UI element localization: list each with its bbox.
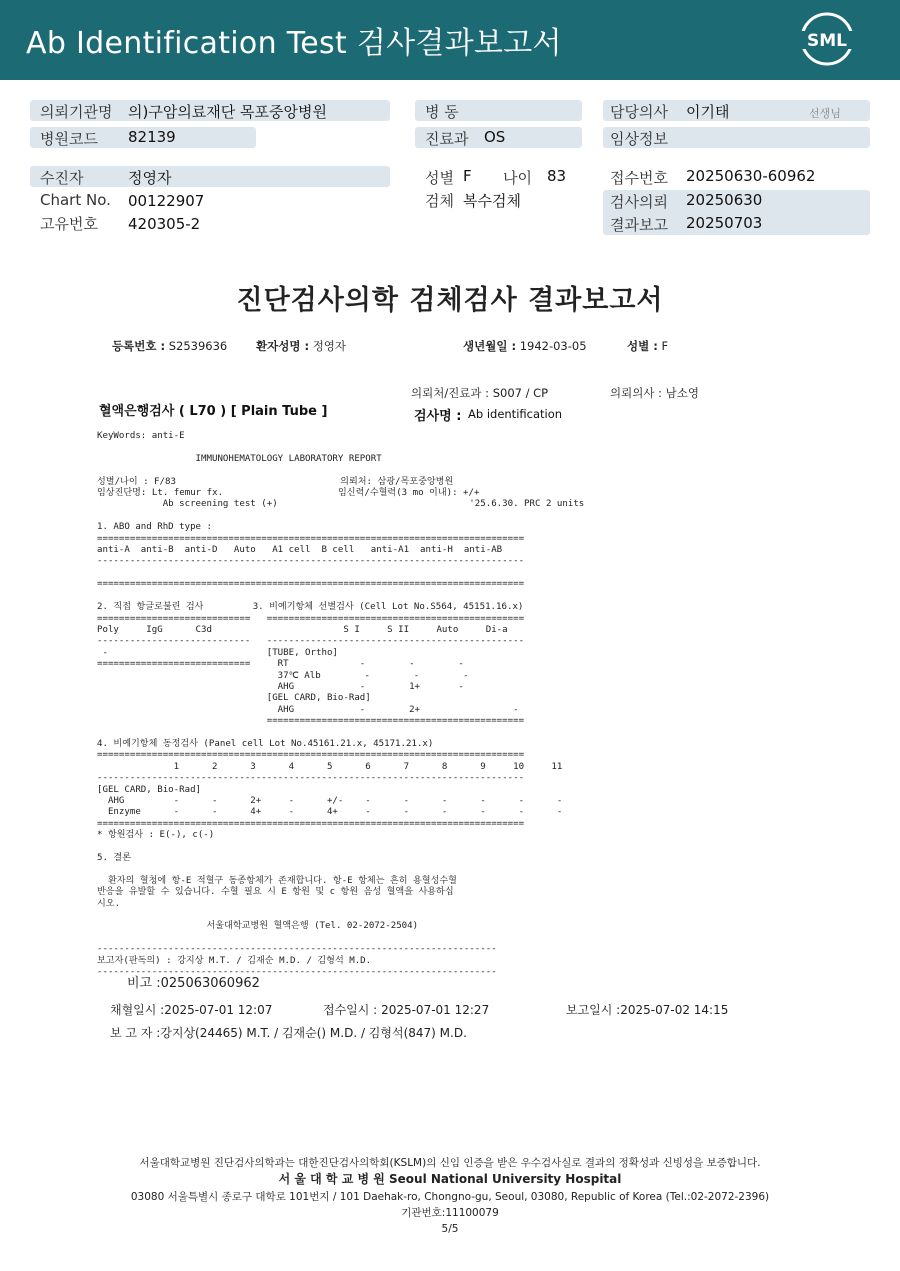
collection-value: 2025-07-01 12:07 xyxy=(164,1003,273,1017)
report-time-label: 보고일시 : xyxy=(566,1003,621,1017)
clinical-label: 임상정보 xyxy=(610,130,668,148)
result-value: 20250703 xyxy=(686,214,763,232)
sex-value: F xyxy=(463,167,472,185)
report-sex-value: F xyxy=(661,339,669,353)
chart-value: 00122907 xyxy=(128,192,205,210)
report-sex xyxy=(627,338,668,354)
report-sex-label: 성별 : xyxy=(627,339,658,353)
collection-time xyxy=(110,1001,272,1018)
institution-value: 의)구암의료재단 목포중앙병원 xyxy=(128,103,327,121)
doctor-suffix: 선생님 xyxy=(809,107,841,120)
ref-doctor xyxy=(610,385,699,401)
reg-no xyxy=(112,338,227,354)
chart-label: Chart No. xyxy=(40,191,111,209)
reception-label: 접수일시 : xyxy=(323,1003,378,1017)
exam-name-value: Ab identification xyxy=(468,407,563,421)
dob-value: 1942-03-05 xyxy=(519,339,587,353)
patient-name-value: 정영자 xyxy=(312,339,347,353)
reg-no-label: 등록번호 : xyxy=(112,339,166,353)
ref-doctor-value: 남소영 xyxy=(665,386,699,400)
hospital-code-label: 병원코드 xyxy=(40,130,98,148)
patient-label: 수진자 xyxy=(40,169,84,187)
request-label: 검사의뢰 xyxy=(610,193,668,211)
footer-address: 03080 서울특별시 종로구 대학로 101번지 / 101 Daehak-ro, Chongno-gu, Seoul, 03080, Republic of Korea (Tel.:02-2072-2396) xyxy=(130,1191,770,1203)
patient-name-label: 환자성명 : xyxy=(256,339,310,353)
footer-institution-no: 기관번호:11100079 xyxy=(401,1207,499,1219)
reporter xyxy=(110,1024,467,1041)
reg-no-value: S2539636 xyxy=(168,339,228,353)
result-label: 결과보고 xyxy=(610,216,668,234)
report-title: 진단검사의학 검체검사 결과보고서 xyxy=(236,285,664,316)
specimen-label: 검체 xyxy=(425,192,454,210)
remarks-value: 025063060962 xyxy=(160,976,260,991)
dept-label: 진료과 xyxy=(425,130,469,148)
patient-row xyxy=(30,166,390,187)
page-title: Ab Identification Test 검사결과보고서 xyxy=(26,26,562,61)
referral-value: S007 / CP xyxy=(492,386,549,400)
patient-value: 정영자 xyxy=(128,169,172,187)
collection-label: 채혈일시 : xyxy=(110,1003,165,1017)
remarks xyxy=(127,972,260,991)
report-time-value: 2025-07-02 14:15 xyxy=(620,1003,729,1017)
reception-no-label: 접수번호 xyxy=(610,169,668,187)
hospital-code-value: 82139 xyxy=(128,128,176,146)
report-time xyxy=(566,1001,728,1018)
referral-label: 의뢰처/진료과 : xyxy=(411,386,490,400)
reception-no-value: 20250630-60962 xyxy=(686,167,816,185)
unique-value: 420305-2 xyxy=(128,215,201,233)
reporter-label: 보 고 자 : xyxy=(110,1026,161,1040)
footer-certification: 서울대학교병원 진단검사의학과는 대한진단검사의학회(KSLM)의 신임 인증을 받은 우수검사실로 결과의 정확성과 신빙성을 보증합니다. xyxy=(139,1157,761,1169)
age-value: 83 xyxy=(547,167,567,185)
reception-value: 2025-07-01 12:27 xyxy=(381,1003,490,1017)
age-label: 나이 xyxy=(503,169,532,187)
unique-label: 고유번호 xyxy=(40,215,98,233)
request-value: 20250630 xyxy=(686,191,763,209)
specimen-value: 복수검체 xyxy=(463,192,521,210)
institution-label: 의뢰기관명 xyxy=(40,103,113,121)
reception-time xyxy=(323,1001,489,1018)
exam-title: 혈액은행검사 ( L70 ) [ Plain Tube ] xyxy=(99,404,328,419)
sex-label: 성별 xyxy=(425,169,454,187)
reporter-value: 강지상(24465) M.T. / 김재순() M.D. / 김형석(847) M.D. xyxy=(160,1026,467,1040)
doctor-value: 이기태 xyxy=(686,103,730,121)
ref-doctor-label: 의뢰의사 : xyxy=(610,386,662,400)
dob xyxy=(463,338,587,354)
remarks-label: 비고 : xyxy=(127,976,161,991)
logo-text: SML xyxy=(807,31,847,51)
dept-value: OS xyxy=(484,128,506,146)
page-number: 5/5 xyxy=(441,1223,459,1235)
sml-logo-icon xyxy=(796,10,858,68)
doctor-label: 담당의사 xyxy=(610,103,668,121)
dob-label: 생년월일 : xyxy=(463,339,517,353)
patient-name xyxy=(256,338,346,354)
lab-report-body: KeyWords: anti-E IMMUNOHEMATOLOGY LABORATORY REPORT 성별/나이 : F/83 의뢰처: 삼광/목포중앙병원 임상진단명: Lt. femur fx. 임신력/수혈력(3 mo 이내): +/+ Ab screening test (+) '25.6.30. PRC 2 units 1. ABO and RhD type : ============================================================================== anti-A anti-B anti-D Auto A1 cell B cell anti-A1 anti-H anti-AB ------------------------------------------------------------------------------ ============================================================================== 2. 직접 항글로불린 검사 3. 비예기항체 선별검사 (Cell Lot No.S564, 45151.16.x) ============================ =============================================== Poly IgG C3d S I S II Auto Di-a ---------------------------- ----------------------------------------------- - [TUBE, Ortho] ============================ RT - - - 37℃ Alb - - - AHG - 1+ - [GEL CARD, Bio-Rad] AHG - 2+ - =============================================== 4. 비예기항체 동정검사 (Panel cell Lot No.45161.21.x, 45171.21.x) ============================================================================== 1 2 3 4 5 6 7 8 9 10 11 ------------------------------------------------------------------------------ [GEL CARD, Bio-Rad] AHG - - 2+ - +/- - - - - - - Enzyme - - 4+ - 4+ - - - - - - ============================================================================== * 항원검사 : E(-), c(-) 5. 결론 환자의 혈청에 항-E 적혈구 동종항체가 존재합니다. 항-E 항체는 흔히 용혈성수혈 반응을 유발할 수 있습니다. 수혈 필요 시 E 항원 및 c 항원 음성 혈액을 사용하십 시오. 서울대학교병원 혈액은행 (Tel. 02-2072-2504) ------------------------------------------------------------------------- 보고자(판독의) : 강지상 M.T. / 김재순 M.D. / 김형석 M.D. ------------------------------------------------------------------------- xyxy=(97,431,585,978)
exam-name-label: 검사명 : xyxy=(414,409,462,424)
ward-label: 병 동 xyxy=(425,103,459,121)
footer-hospital-name: 서 울 대 학 교 병 원 Seoul National University Hospital xyxy=(278,1172,622,1186)
referral xyxy=(411,385,548,401)
